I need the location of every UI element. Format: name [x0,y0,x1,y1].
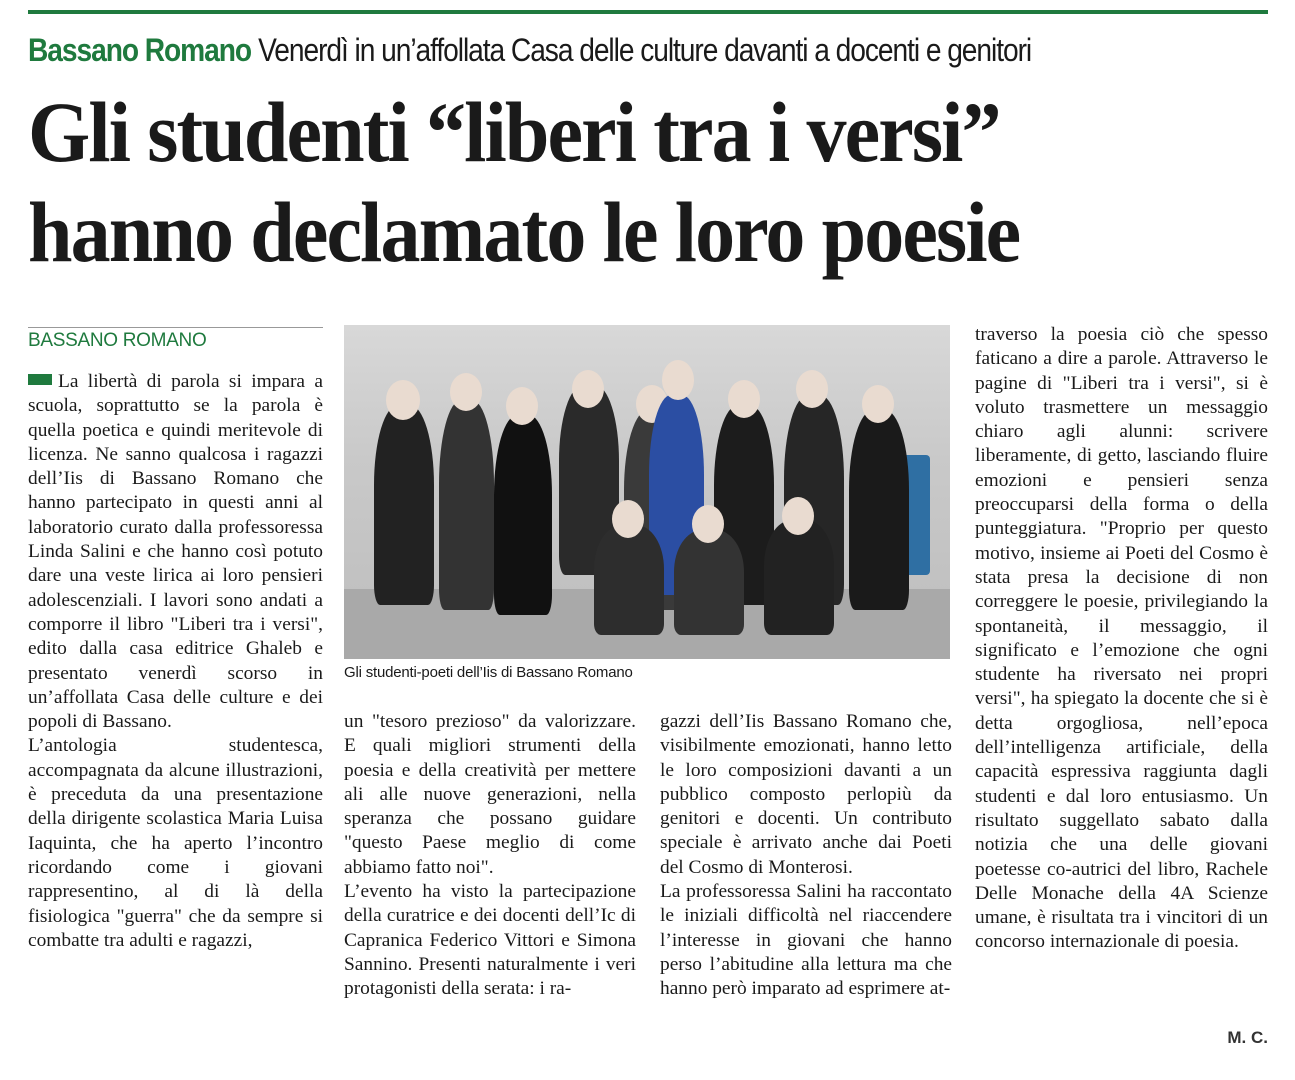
column-1 [28,370,323,953]
photo-face [782,497,814,535]
photo-face [796,370,828,408]
photo-face [572,370,604,408]
photo-caption: Gli studenti-poeti dell’Iis di Bassano Romano [344,664,633,681]
kicker [28,28,1124,72]
photo-face [692,505,724,543]
paragraph [28,370,323,734]
paragraph-text: La libertà di parola si impara a scuola, soprattutto se la parola è quella poetica e quindi meritevole di licenza. Ne sanno qualcosa i ragazzi dell’Iis di Bassano Romano che hanno partecipato in questi anni al laboratorio curato dalla professoressa Linda Salini e che hanno così potuto dare una veste lirica ai loro pensieri adolescenziali. I lavori sono andati a comporre il libro "Liberi tra i versi", edito dalla casa editrice Ghaleb e presentato venerdì scorso in un’affollata Casa delle culture e dei popoli di Bassano. [28,371,323,733]
column-3 [660,710,952,1002]
photo-face [862,385,894,423]
headline [28,82,1268,282]
photo-face [662,360,694,400]
headline-line-1: Gli studenti “liberi tra i versi” [28,84,1000,180]
photo-person [374,405,434,605]
photo-face [728,380,760,418]
group-photo [344,325,950,659]
photo-person [594,525,664,635]
paragraph: L’evento ha visto la partecipazione della curatrice e dei docenti dell’Ic di Capranica Federico Vittori e Simona Sannino. Presenti naturalmente i veri protagonisti della serata: i ra- [344,881,636,1000]
lead-marker [28,374,52,385]
top-rule [28,10,1268,14]
kicker-place: Bassano Romano [28,32,252,68]
photo-person [674,530,744,635]
photo-person [849,410,909,610]
section-label: BASSANO ROMANO [28,327,323,352]
paragraph: gazzi dell’Iis Bassano Romano che, visibilmente emozionati, hanno letto le loro composizioni davanti a un pubblico composto perlopiù da genitori e docenti. Un contributo speciale è arrivato anche dai Poeti del Cosmo di Monterosi. [660,711,952,878]
photo-person [439,400,494,610]
author-signature: M. C. [1227,1028,1268,1047]
kicker-subtitle: Venerdì in un’affollata Casa delle culture davanti a docenti e genitori [258,32,1032,68]
headline-line-2: hanno declamato le loro poesie [28,184,1020,280]
photo-person [494,415,552,615]
photo-face [506,387,538,425]
photo-face [450,373,482,411]
paragraph: L’antologia studentesca, accompagnata da alcune illustrazioni, è preceduta da una presentazione della dirigente scolastica Maria Luisa Iaquinta, che ha aperto l’incontro ricordando come i giovani rappresentino, al di là della fisiologica "guerra" che da sempre si combatte tra adulti e ragazzi, [28,735,323,951]
paragraph: un "tesoro prezioso" da valorizzare. E quali migliori strumenti della poesia e della creatività per mettere ali alle nuove generazioni, nella speranza che possano guidare "questo Paese meglio di come abbiamo fatto noi". [344,711,636,878]
photo-person [764,520,834,635]
photo-face [612,500,644,538]
paragraph: traverso la poesia ciò che spesso faticano a dire a parole. Attraverso le pagine di "Liberi tra i versi", si è voluto trasmettere un messaggio chiaro agli alunni: scrivere liberamente, di getto, lasciando fluire emozioni e pensieri senza preoccuparsi della forma o della punteggiatura. "Proprio per questo motivo, insieme ai Poeti del Cosmo è stata presa la decisione di non correggere le poesie, privilegiando la spontaneità, il messaggio, il significato e l’emozione che ogni studente ha riversato nei propri versi", ha spiegato la docente che si è detta orgogliosa, nell’epoca dell’intelligenza artificiale, della capacità espressiva raggiunta dagli studenti e dal loro entusiasmo. Un risultato suggellato sabato dalla notizia che una delle giovani poetesse co-autrici del libro, Rachele Delle Monache della 4A Scienze umane, è risultata tra i vincitori di un concorso internazionale di poesia. [975,324,1268,953]
paragraph: La professoressa Salini ha raccontato le iniziali difficoltà nel riaccendere l’interesse in giovani che hanno perso l’abitudine alla lettura ma che hanno però imparato ad esprimere at- [660,881,952,1000]
column-4 [975,323,1268,955]
photo-face [386,380,420,420]
column-2 [344,710,636,1002]
